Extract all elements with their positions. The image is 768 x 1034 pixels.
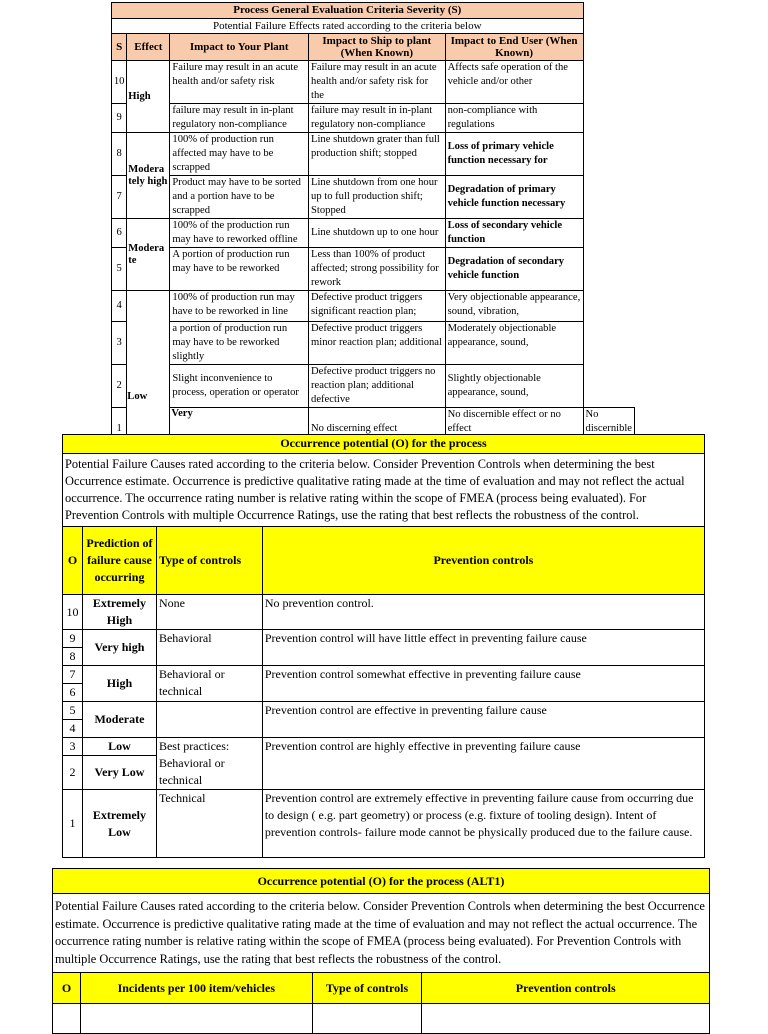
prevention-control: Prevention control are highly effective in preventing failure cause: [262, 738, 704, 790]
control-type: None: [156, 595, 262, 630]
table-row: [63, 790, 705, 858]
table-row: [112, 365, 635, 408]
severity-rating: 5: [112, 248, 127, 291]
alt1-cell: [422, 1004, 710, 1034]
impact-user: Loss of secondary vehicle function: [445, 219, 583, 248]
impact-plant: a portion of production run may have to be reworked slightly: [170, 322, 309, 365]
prevention-control: No prevention control.: [262, 595, 704, 630]
impact-plant: A portion of production run may have to be reworked: [170, 248, 309, 291]
alt1-col-header-prevention: Prevention controls: [422, 973, 710, 1004]
table-row: [112, 322, 635, 365]
prevention-control: Prevention control will have little effect in preventing failure cause: [262, 630, 704, 666]
col-header-prediction: Prediction of failure cause occurring: [82, 527, 156, 595]
severity-rating: 3: [112, 322, 127, 365]
severity-rating: 7: [112, 176, 127, 219]
impact-ship: Defective product triggers minor reaction plan; additional: [309, 322, 446, 365]
impact-ship: Less than 100% of product affected; strong possibility for rework: [309, 248, 446, 291]
control-type: [156, 702, 262, 738]
severity-rating: 6: [112, 219, 127, 248]
impact-ship: No discernible effect or no effect: [445, 408, 583, 451]
alt1-col-header-type: Type of controls: [312, 973, 422, 1004]
table-row: [112, 176, 635, 219]
table-row: [112, 248, 635, 291]
alt1-title: Occurrence potential (O) for the process (ALT1): [53, 869, 710, 894]
effect-very: Very: [170, 408, 309, 451]
impact-user: Loss of primary vehicle function necessary for: [445, 133, 583, 176]
severity-rating: 1: [112, 408, 127, 451]
impact-user: Moderately objectionable appearance, sound,: [445, 322, 583, 365]
col-header-s: S: [112, 34, 127, 61]
col-header-o: O: [63, 527, 83, 595]
alt1-col-header-o: O: [53, 973, 81, 1004]
occurrence-rating: 9: [63, 630, 83, 648]
table-row: [63, 738, 705, 756]
prediction: Extremely Low: [82, 790, 156, 858]
impact-ship: Line shutdown up to one hour: [309, 219, 446, 248]
prediction: Extremely High: [82, 595, 156, 630]
impact-ship: Defective product triggers no reaction plan; additional defective: [309, 365, 446, 408]
impact-ship: failure may result in in-plant regulatory non-compliance: [309, 104, 446, 133]
impact-user: Affects safe operation of the vehicle and/or other: [445, 61, 583, 104]
impact-ship: Defective product triggers significant reaction plan;: [309, 291, 446, 322]
impact-plant: Failure may result in an acute health and/or safety risk: [170, 61, 309, 104]
alt1-cell: [80, 1004, 312, 1034]
prevention-control: Prevention control are extremely effective in preventing failure cause from occurring due to design ( e.g. part geometry) or process (e.g. fixture of tooling design). Intent of prevention controls- failure mode cannot be physically produced due to the failure cause.: [262, 790, 704, 858]
impact-plant: No discerning effect: [309, 408, 446, 451]
alt1-cell: [312, 1004, 422, 1034]
impact-user: Degradation of primary vehicle function necessary: [445, 176, 583, 219]
col-header-plant: Impact to Your Plant: [170, 34, 309, 61]
occurrence-rating: 1: [63, 790, 83, 858]
table-row: [112, 291, 635, 322]
control-type: Technical: [156, 790, 262, 858]
alt1-cell: [53, 1004, 81, 1034]
severity-subtitle: Potential Failure Effects rated according to the criteria below: [112, 19, 584, 34]
occurrence-alt1-table: [52, 868, 710, 1034]
impact-user: non-compliance with regulations: [445, 104, 583, 133]
occurrence-rating: 7: [63, 666, 83, 684]
occurrence-rating: 4: [63, 720, 83, 738]
occurrence-rating: 5: [63, 702, 83, 720]
occurrence-rating: 6: [63, 684, 83, 702]
impact-ship: Failure may result in an acute health and/or safety risk for the: [309, 61, 446, 104]
impact-user: Very objectionable appearance, sound, vibration,: [445, 291, 583, 322]
alt1-col-header-incidents: Incidents per 100 item/vehicles: [80, 973, 312, 1004]
prediction: Moderate: [82, 702, 156, 738]
col-header-type: Type of controls: [156, 527, 262, 595]
effect-low: Low: [127, 390, 148, 402]
impact-plant: Product may have to be sorted and a portion have to be scrapped: [170, 176, 309, 219]
table-row: [53, 1004, 710, 1034]
impact-plant: 100% of the production run may have to reworked offline: [170, 219, 309, 248]
occurrence-title: Occurrence potential (O) for the process: [63, 435, 705, 454]
prediction: Low: [82, 738, 156, 756]
effect-moderately-high: Modera tely high: [127, 133, 170, 219]
control-type: Behavioral or technical: [156, 666, 262, 702]
impact-plant: 100% of production run affected may have to be scrapped: [170, 133, 309, 176]
occurrence-rating: 3: [63, 738, 83, 756]
prediction: Very Low: [82, 756, 156, 790]
prevention-control: Prevention control are effective in preventing failure cause: [262, 702, 704, 738]
severity-rating: 10: [112, 61, 127, 104]
effect-low-cell: [127, 291, 170, 451]
alt1-description: Potential Failure Causes rated according to the criteria below. Consider Prevention Controls when determining the best Occurrence estimate. Occurrence is predictive qualitative rating made at the time of evaluation and may not reflect the actual occurrence. The occurrence rating number is relative rating within the scope of FMEA (process being evaluated). For Prevention Controls with multiple Occurrence Ratings, use the rating that best reflects the robustness of the control.: [53, 894, 710, 973]
impact-user: Slightly objectionable appearance, sound,: [445, 365, 583, 408]
impact-plant: failure may result in in-plant regulatory non-compliance: [170, 104, 309, 133]
table-row: [112, 104, 635, 133]
table-row: [112, 61, 635, 104]
severity-rating: 8: [112, 133, 127, 176]
col-header-ship: Impact to Ship to plant (When Known): [309, 34, 446, 61]
prediction: High: [82, 666, 156, 702]
prediction: Very high: [82, 630, 156, 666]
occurrence-table: [62, 434, 705, 858]
impact-ship: Line shutdown from one hour up to full production shift; Stopped: [309, 176, 446, 219]
table-row: [112, 219, 635, 248]
impact-user: No discernible: [583, 408, 634, 451]
severity-title: Process General Evaluation Criteria Severity (S): [112, 3, 584, 19]
table-row: [63, 630, 705, 648]
table-row: [63, 595, 705, 630]
effect-moderate: Modera te: [127, 219, 170, 291]
impact-user: Degradation of secondary vehicle function: [445, 248, 583, 291]
prevention-control: Prevention control somewhat effective in preventing failure cause: [262, 666, 704, 702]
impact-ship: Line shutdown grater than full production shift; stopped: [309, 133, 446, 176]
effect-high: High: [127, 61, 170, 133]
table-row: [63, 702, 705, 720]
col-header-user: Impact to End User (When Known): [445, 34, 583, 61]
severity-table: [111, 2, 635, 451]
col-header-prevention: Prevention controls: [262, 527, 704, 595]
severity-rating: 9: [112, 104, 127, 133]
severity-rating: 2: [112, 365, 127, 408]
table-row: [112, 133, 635, 176]
impact-plant: Slight inconvenience to process, operation or operator: [170, 365, 309, 408]
impact-plant: 100% of production run may have to be reworked in line: [170, 291, 309, 322]
control-type: Best practices: Behavioral or technical: [156, 738, 262, 790]
occurrence-rating: 8: [63, 648, 83, 666]
occurrence-rating: 10: [63, 595, 83, 630]
severity-rating: 4: [112, 291, 127, 322]
occurrence-description: Potential Failure Causes rated according to the criteria below. Consider Prevention Controls when determining the best Occurrence estimate. Occurrence is predictive qualitative rating made at the time of evaluation and may not reflect the actual occurrence. The occurrence rating number is relative rating within the scope of FMEA (process being evaluated). For Prevention Controls with multiple Occurrence Ratings, use the rating that best reflects the robustness of the control.: [63, 454, 705, 527]
control-type: Behavioral: [156, 630, 262, 666]
occurrence-rating: 2: [63, 756, 83, 790]
col-header-effect: Effect: [127, 34, 170, 61]
table-row: [63, 666, 705, 684]
